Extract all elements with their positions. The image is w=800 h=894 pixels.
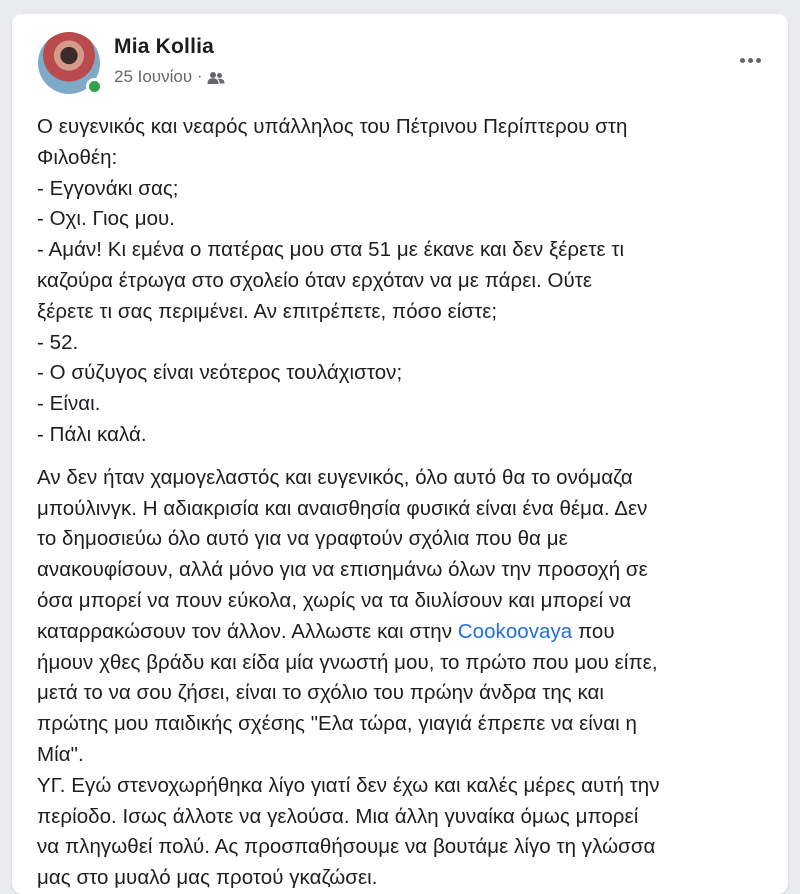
mention-line-prefix: καταρρακώσουν τον άλλον. Αλλωστε και στην: [37, 619, 458, 643]
mention-line-suffix: που: [572, 619, 615, 643]
text-line: - Είναι.: [37, 392, 101, 416]
post-paragraph-1: [37, 112, 781, 451]
text-line: μπούλινγκ. Η αδιακρισία και αναισθησία φυσικά είναι ένα θέμα. Δεν: [37, 496, 648, 520]
author-name[interactable]: Mia Kollia: [114, 35, 215, 58]
text-line: το δημοσιεύω όλο αυτό για να γραφτούν σχόλια που θα με: [37, 527, 568, 551]
text-line: - Εγγονάκι σας;: [37, 176, 179, 200]
more-options-icon: [740, 58, 745, 63]
post-date[interactable]: 25 Ιουνίου: [114, 67, 193, 86]
text-line: ήμουν χθες βράδυ και είδα μία γνωστή μου, το πρώτο που μου είπε,: [37, 650, 658, 674]
text-line: Ο ευγενικός και νεαρός υπάλληλος του Πέτρινου Περίπτερου στη: [37, 115, 628, 138]
text-line: πρώτης μου παιδικής σχέσης "Ελα τώρα, γιαγιά έπρεπε να είναι η: [37, 712, 637, 736]
text-line: - Αμάν! Κι εμένα ο πατέρας μου στα 51 με έκανε και δεν ξέρετε τι: [37, 238, 625, 262]
text-line: - Οχι. Γιος μου.: [37, 207, 176, 231]
post-meta: [114, 67, 225, 87]
text-line: περίοδο. Ισως άλλοτε να γελούσα. Μια άλλη γυναίκα όμως μπορεί: [37, 804, 639, 828]
online-status-indicator: [86, 78, 103, 95]
text-line: μετά το να σου ζήσει, είναι το σχόλιο του πρώην άνδρα της και: [37, 681, 605, 705]
text-line: ξέρετε τι σας περιμένει. Αν επιτρέπετε, πόσο είστε;: [37, 299, 498, 323]
text-line: - Ο σύζυγος είναι νεότερος τουλάχιστον;: [37, 361, 403, 385]
page-mention-link[interactable]: Cookoovaya: [457, 619, 573, 643]
more-options-icon-dot: [756, 58, 761, 63]
text-line: όσα μπορεί να πουν εύκολα, χωρίς να τα διυλίσουν και μπορεί να: [37, 588, 632, 612]
text-line: καζούρα έτρωγα στο σχολείο όταν ερχόταν να με πάρει. Ούτε: [37, 268, 593, 292]
more-options-icon-dot: [748, 58, 753, 63]
mention-line: [37, 617, 781, 648]
text-line: - 52.: [37, 330, 79, 354]
more-options-button[interactable]: [730, 46, 770, 74]
post-card: [12, 14, 788, 894]
text-line: να πληγωθεί πολύ. Ας προσπαθήσουμε να βουτάμε λίγο τη γλώσσα: [37, 835, 656, 859]
text-line: Μία".: [37, 742, 84, 766]
text-line: ανακουφίσουν, αλλά μόνο για να επισημάνω όλων την προσοχή σε: [37, 558, 648, 582]
text-line: Αν δεν ήταν χαμογελαστός και ευγενικός, όλο αυτό θα το ονόμαζα: [37, 465, 633, 489]
post-body: [37, 112, 781, 894]
text-line: μας στο μυαλό μας προτού γκαζώσει.: [37, 866, 378, 890]
post-paragraph-2: [37, 463, 781, 894]
friends-icon[interactable]: [207, 70, 225, 84]
text-line: ΥΓ. Εγώ στενοχωρήθηκα λίγο γιατί δεν έχω και καλές μέρες αυτή την: [37, 773, 660, 797]
text-line: Φιλοθέη:: [37, 145, 118, 169]
meta-separator: ·: [197, 68, 203, 85]
text-line: - Πάλι καλά.: [37, 422, 147, 446]
